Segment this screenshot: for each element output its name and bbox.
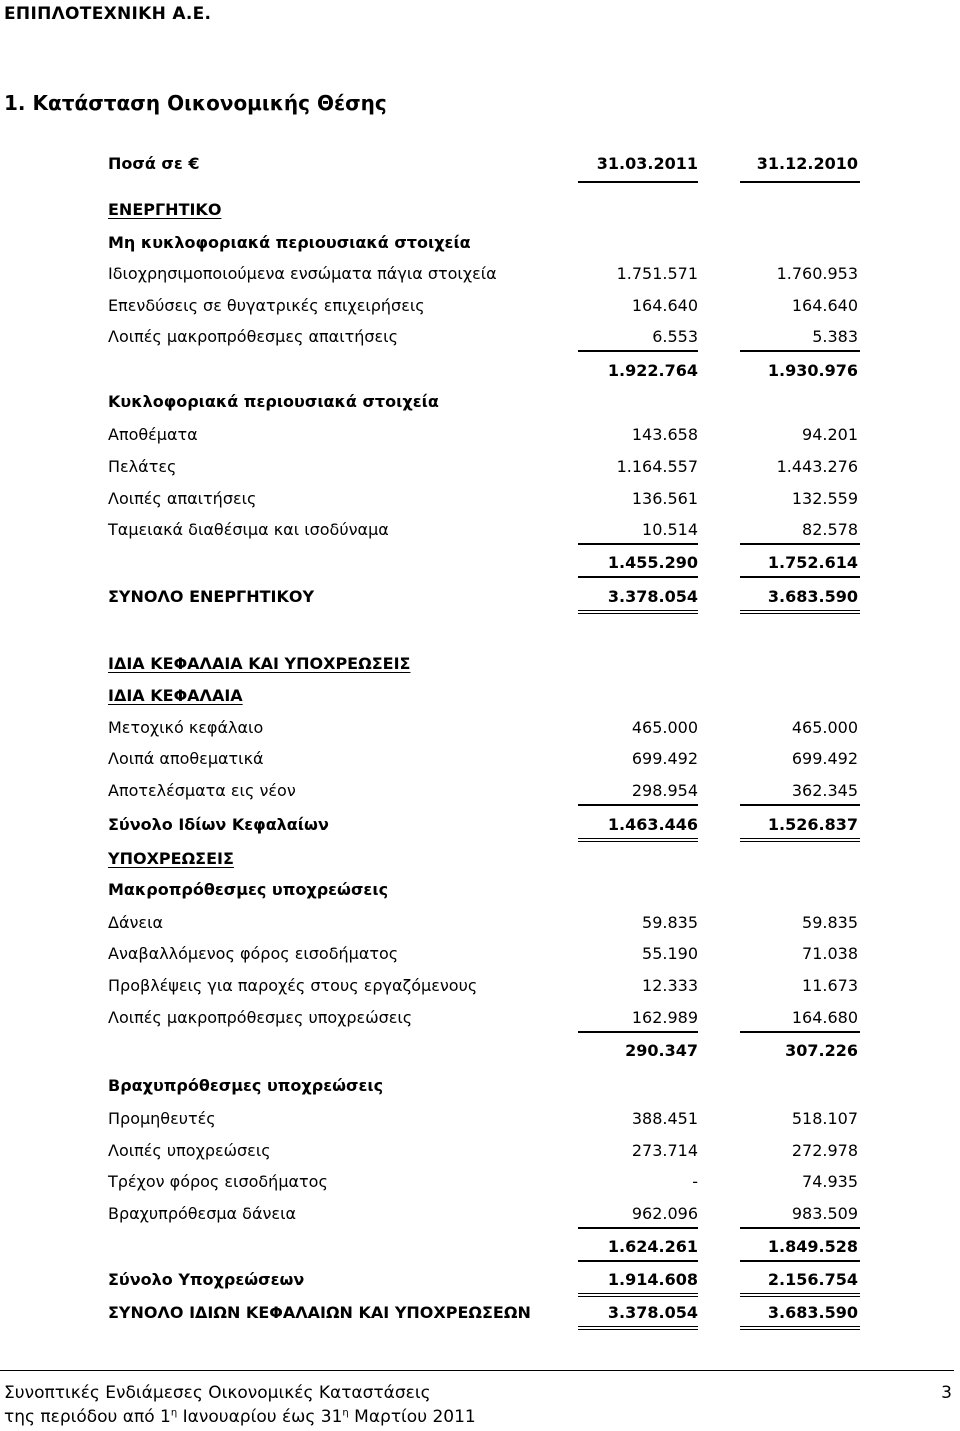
value-2010: 272.978: [791, 1141, 858, 1160]
value-2010: 82.578: [802, 520, 858, 539]
value-2011: 143.658: [631, 425, 698, 444]
subtotal-rule: [578, 1031, 698, 1033]
header-rule: [578, 181, 698, 183]
row-label: Λοιπές μακροπρόθεσμες υποχρεώσεις: [108, 1008, 413, 1027]
value-2011: 1.164.557: [616, 457, 698, 476]
table-row: [108, 489, 860, 515]
row-label: Σύνολο Υποχρεώσεων: [108, 1270, 305, 1289]
value-2010: 11.673: [802, 976, 858, 995]
row-label: Λοιπές υποχρεώσεις: [108, 1141, 271, 1160]
value-2011: 962.096: [631, 1204, 698, 1223]
row-label: Βραχυπρόθεσμα δάνεια: [108, 1204, 297, 1223]
value-2011: 465.000: [631, 718, 698, 737]
section-title: 1. Κατάσταση Οικονομικής Θέσης: [4, 91, 387, 115]
row-label: Προβλέψεις για παροχές στους εργαζόμενους: [108, 976, 478, 995]
subtotal-rule: [578, 1227, 698, 1229]
value-2010: 1.760.953: [776, 264, 858, 283]
value-2010: 1.526.837: [767, 815, 858, 834]
subtotal-rule: [740, 576, 860, 578]
table-row: [108, 1076, 860, 1102]
value-2010: 3.683.590: [767, 587, 858, 606]
value-2011: 136.561: [631, 489, 698, 508]
row-label: Αποθέματα: [108, 425, 198, 444]
row-label: Λοιπές απαιτήσεις: [108, 489, 257, 508]
footer-period: της περιόδου από $1^\eta$ Ιανουαρίου έως $31^\eta$ Μαρτίου 2011: [4, 1407, 476, 1427]
value-2010: 307.226: [785, 1041, 858, 1060]
row-label: Αναβαλλόμενος φόρος εισοδήματος: [108, 944, 399, 963]
subtotal-rule: [578, 350, 698, 352]
table-row: [108, 392, 860, 418]
value-2011: 55.190: [642, 944, 698, 963]
value-2010: 5.383: [812, 327, 858, 346]
column-header-2011: 31.03.2011: [596, 154, 698, 173]
value-2011: 12.333: [642, 976, 698, 995]
row-label: Προμηθευτές: [108, 1109, 216, 1128]
table-row: [108, 200, 860, 226]
table-row: [108, 1041, 860, 1067]
subtotal-rule: [740, 1260, 860, 1262]
subtotal-rule: [740, 1031, 860, 1033]
table-row: [108, 1141, 860, 1167]
row-label: Αποτελέσματα εις νέον: [108, 781, 296, 800]
header-row: [108, 154, 860, 180]
value-2011: 1.455.290: [607, 553, 698, 572]
subtotal-rule: [578, 804, 698, 806]
total-double-rule: [740, 1293, 860, 1297]
header-rule: [740, 181, 860, 183]
value-2011: 290.347: [625, 1041, 698, 1060]
row-label: ΣΥΝΟΛΟ ΙΔΙΩΝ ΚΕΦΑΛΑΙΩΝ ΚΑΙ ΥΠΟΧΡΕΩΣΕΩΝ: [108, 1303, 531, 1322]
row-label: Ταμειακά διαθέσιμα και ισοδύναμα: [108, 520, 389, 539]
row-label: Σύνολο Ιδίων Κεφαλαίων: [108, 815, 329, 834]
value-2011: 298.954: [631, 781, 698, 800]
row-label: Ιδιοχρησιμοποιούμενα ενσώματα πάγια στοιχεία: [108, 264, 497, 283]
value-2010: 94.201: [802, 425, 858, 444]
subtotal-rule: [740, 804, 860, 806]
row-label: Μη κυκλοφοριακά περιουσιακά στοιχεία: [108, 233, 471, 252]
footer-title: Συνοπτικές Ενδιάμεσες Οικονομικές Καταστάσεις: [4, 1383, 431, 1403]
table-row: [108, 718, 860, 744]
value-2010: 362.345: [791, 781, 858, 800]
value-2010: 71.038: [802, 944, 858, 963]
subtotal-rule: [740, 543, 860, 545]
value-2011: 3.378.054: [607, 1303, 698, 1322]
value-2011: -: [692, 1172, 698, 1191]
value-2010: 2.156.754: [767, 1270, 858, 1289]
subtotal-rule: [578, 543, 698, 545]
row-label: Λοιπά αποθεματικά: [108, 749, 264, 768]
value-2010: 1.443.276: [776, 457, 858, 476]
row-label: Πελάτες: [108, 457, 177, 476]
value-2010: 699.492: [791, 749, 858, 768]
total-double-rule: [578, 1326, 698, 1330]
value-2011: 699.492: [631, 749, 698, 768]
table-row: [108, 1172, 860, 1198]
table-row: [108, 264, 860, 290]
table-row: [108, 749, 860, 775]
table-row: [108, 654, 860, 680]
value-2010: 983.509: [791, 1204, 858, 1223]
value-2011: 164.640: [631, 296, 698, 315]
column-header-2010: 31.12.2010: [756, 154, 858, 173]
value-2011: 162.989: [631, 1008, 698, 1027]
table-row: [108, 457, 860, 483]
row-label: Επενδύσεις σε θυγατρικές επιχειρήσεις: [108, 296, 425, 315]
value-2010: 465.000: [791, 718, 858, 737]
table-row: [108, 976, 860, 1002]
value-2010: 1.930.976: [767, 361, 858, 380]
total-double-rule: [740, 1326, 860, 1330]
subtotal-rule: [740, 1227, 860, 1229]
value-2011: 1.922.764: [607, 361, 698, 380]
row-label: Βραχυπρόθεσμες υποχρεώσεις: [108, 1076, 384, 1095]
total-double-rule: [740, 610, 860, 614]
value-2010: 59.835: [802, 913, 858, 932]
value-2011: 10.514: [642, 520, 698, 539]
value-2011: 1.751.571: [616, 264, 698, 283]
value-2011: 1.624.261: [607, 1237, 698, 1256]
table-row: [108, 944, 860, 970]
value-2011: 1.463.446: [607, 815, 698, 834]
value-2010: 3.683.590: [767, 1303, 858, 1322]
value-2010: 164.680: [791, 1008, 858, 1027]
company-name: ΕΠΙΠΛΟΤΕΧΝΙΚΗ Α.Ε.: [4, 4, 212, 24]
total-double-rule: [578, 838, 698, 842]
value-2010: 74.935: [802, 1172, 858, 1191]
table-row: [108, 849, 860, 875]
value-2010: 1.752.614: [767, 553, 858, 572]
table-row: [108, 1109, 860, 1135]
value-2011: 388.451: [631, 1109, 698, 1128]
subtotal-rule: [740, 350, 860, 352]
table-row: [108, 913, 860, 939]
table-row: [108, 880, 860, 906]
table-row: [108, 425, 860, 451]
page-number: 3: [941, 1383, 952, 1403]
row-label: Μακροπρόθεσμες υποχρεώσεις: [108, 880, 389, 899]
value-2011: 59.835: [642, 913, 698, 932]
row-label: ΙΔΙΑ ΚΕΦΑΛΑΙΑ: [108, 686, 243, 705]
total-double-rule: [578, 610, 698, 614]
value-2010: 132.559: [791, 489, 858, 508]
total-double-rule: [740, 838, 860, 842]
value-2011: 6.553: [652, 327, 698, 346]
row-label: Λοιπές μακροπρόθεσμες απαιτήσεις: [108, 327, 398, 346]
footer-divider: [0, 1370, 954, 1371]
row-label: ΥΠΟΧΡΕΩΣΕΙΣ: [108, 849, 234, 868]
value-2010: 164.640: [791, 296, 858, 315]
table-row: [108, 361, 860, 387]
subtotal-rule: [578, 576, 698, 578]
value-2010: 518.107: [791, 1109, 858, 1128]
row-label: Μετοχικό κεφάλαιο: [108, 718, 264, 737]
row-label: Τρέχον φόρος εισοδήματος: [108, 1172, 328, 1191]
table-row: [108, 686, 860, 712]
value-2010: 1.849.528: [767, 1237, 858, 1256]
subtotal-rule: [578, 1260, 698, 1262]
row-label: ΕΝΕΡΓΗΤΙΚΟ: [108, 200, 222, 219]
row-label: Κυκλοφοριακά περιουσιακά στοιχεία: [108, 392, 439, 411]
value-2011: 1.914.608: [607, 1270, 698, 1289]
row-label: ΣΥΝΟΛΟ ΕΝΕΡΓΗΤΙΚΟΥ: [108, 587, 315, 606]
row-label: Δάνεια: [108, 913, 164, 932]
value-2011: 273.714: [631, 1141, 698, 1160]
row-label: ΙΔΙΑ ΚΕΦΑΛΑΙΑ ΚΑΙ ΥΠΟΧΡΕΩΣΕΙΣ: [108, 654, 411, 673]
total-double-rule: [578, 1293, 698, 1297]
table-row: [108, 296, 860, 322]
currency-label: Ποσά σε €: [108, 154, 200, 173]
table-row: [108, 233, 860, 259]
value-2011: 3.378.054: [607, 587, 698, 606]
